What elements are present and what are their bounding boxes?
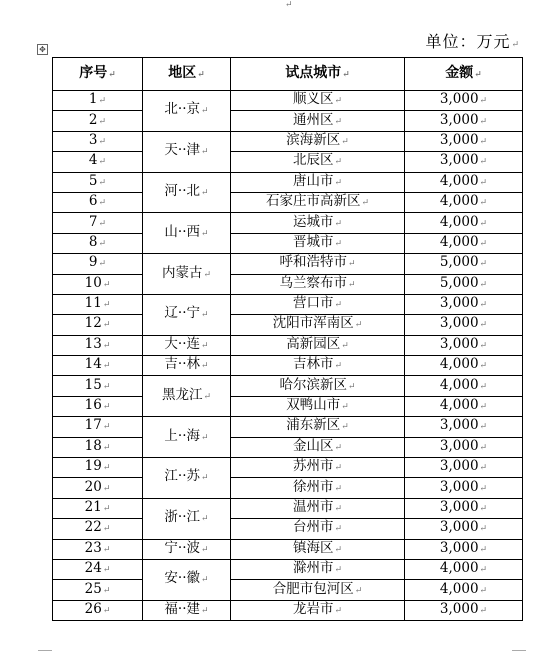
city-cell: 石家庄市高新区↵	[231, 192, 405, 212]
city-cell: 苏州市↵	[231, 458, 405, 478]
table-row	[53, 396, 523, 416]
header-city: 试点城市↵	[231, 58, 405, 91]
city-cell: 温州市↵	[231, 498, 405, 518]
amount-cell: 3,000↵	[405, 600, 523, 620]
row-number: 1↵	[53, 91, 143, 111]
table-row	[53, 213, 523, 233]
row-number: 24↵	[53, 559, 143, 579]
city-cell: 滁州市↵	[231, 559, 405, 579]
amount-cell: 3,000↵	[405, 519, 523, 539]
amount-cell: 4,000↵	[405, 580, 523, 600]
region-cell: 大··连↵	[143, 335, 231, 355]
table-row	[53, 437, 523, 457]
amount-cell: 4,000↵	[405, 356, 523, 376]
amount-cell: 4,000↵	[405, 559, 523, 579]
page-corner-mark	[512, 650, 526, 661]
region-cell: 上··海↵	[143, 417, 231, 458]
city-cell: 镇海区↵	[231, 539, 405, 559]
amount-cell: 4,000↵	[405, 376, 523, 396]
table-row	[53, 519, 523, 539]
city-cell: 沈阳市浑南区↵	[231, 315, 405, 335]
row-number: 26↵	[53, 600, 143, 620]
region-cell: 山··西↵	[143, 213, 231, 254]
pilot-city-table	[52, 57, 523, 621]
amount-cell: 3,000↵	[405, 498, 523, 518]
table-row	[53, 580, 523, 600]
amount-cell: 3,000↵	[405, 458, 523, 478]
row-number: 21↵	[53, 498, 143, 518]
city-cell: 徐州市↵	[231, 478, 405, 498]
amount-cell: 5,000↵	[405, 274, 523, 294]
region-cell: 黑龙江↵	[143, 376, 231, 417]
paragraph-mark: ↵	[285, 0, 293, 10]
city-cell: 北辰区↵	[231, 152, 405, 172]
city-cell: 台州市↵	[231, 519, 405, 539]
header-region: 地区↵	[143, 58, 231, 91]
row-number: 19↵	[53, 458, 143, 478]
row-number: 23↵	[53, 539, 143, 559]
table-row	[53, 91, 523, 111]
amount-cell: 3,000↵	[405, 294, 523, 314]
region-cell: 吉··林↵	[143, 356, 231, 376]
city-cell: 呼和浩特市↵	[231, 254, 405, 274]
row-number: 15↵	[53, 376, 143, 396]
amount-cell: 5,000↵	[405, 254, 523, 274]
amount-cell: 4,000↵	[405, 213, 523, 233]
row-number: 8↵	[53, 233, 143, 253]
city-cell: 运城市↵	[231, 213, 405, 233]
table-header-row	[53, 58, 523, 91]
table-row	[53, 498, 523, 518]
region-cell: 辽··宁↵	[143, 294, 231, 335]
amount-cell: 3,000↵	[405, 335, 523, 355]
city-cell: 唐山市↵	[231, 172, 405, 192]
amount-cell: 3,000↵	[405, 539, 523, 559]
table-row	[53, 376, 523, 396]
row-number: 7↵	[53, 213, 143, 233]
row-number: 22↵	[53, 519, 143, 539]
region-cell: 浙··江↵	[143, 498, 231, 539]
city-cell: 顺义区↵	[231, 91, 405, 111]
region-cell: 江··苏↵	[143, 458, 231, 499]
row-number: 5↵	[53, 172, 143, 192]
row-number: 25↵	[53, 580, 143, 600]
table-row	[53, 274, 523, 294]
city-cell: 通州区↵	[231, 111, 405, 131]
row-number: 11↵	[53, 294, 143, 314]
region-cell: 安··徽↵	[143, 559, 231, 600]
table-row	[53, 315, 523, 335]
amount-cell: 3,000↵	[405, 478, 523, 498]
table-row	[53, 172, 523, 192]
region-cell: 内蒙古↵	[143, 254, 231, 295]
city-cell: 龙岩市↵	[231, 600, 405, 620]
table-row	[53, 539, 523, 559]
table-row	[53, 233, 523, 253]
city-cell: 晋城市↵	[231, 233, 405, 253]
table-row	[53, 458, 523, 478]
table-row	[53, 559, 523, 579]
table-row	[53, 294, 523, 314]
city-cell: 合肥市包河区↵	[231, 580, 405, 600]
city-cell: 营口市↵	[231, 294, 405, 314]
amount-cell: 3,000↵	[405, 437, 523, 457]
table-row	[53, 192, 523, 212]
region-cell: 福··建↵	[143, 600, 231, 620]
amount-cell: 3,000↵	[405, 111, 523, 131]
city-cell: 金山区↵	[231, 437, 405, 457]
amount-cell: 4,000↵	[405, 396, 523, 416]
row-number: 20↵	[53, 478, 143, 498]
city-cell: 吉林市↵	[231, 356, 405, 376]
table-row	[53, 152, 523, 172]
row-number: 17↵	[53, 417, 143, 437]
row-number: 18↵	[53, 437, 143, 457]
city-cell: 哈尔滨新区↵	[231, 376, 405, 396]
amount-cell: 3,000↵	[405, 91, 523, 111]
row-number: 9↵	[53, 254, 143, 274]
city-cell: 浦东新区↵	[231, 417, 405, 437]
row-number: 13↵	[53, 335, 143, 355]
row-number: 4↵	[53, 152, 143, 172]
row-number: 6↵	[53, 192, 143, 212]
table-row	[53, 131, 523, 151]
city-cell: 滨海新区↵	[231, 131, 405, 151]
amount-cell: 3,000↵	[405, 152, 523, 172]
row-number: 16↵	[53, 396, 143, 416]
row-number: 3↵	[53, 131, 143, 151]
amount-cell: 3,000↵	[405, 315, 523, 335]
table-row	[53, 600, 523, 620]
amount-cell: 3,000↵	[405, 131, 523, 151]
region-cell: 天··津↵	[143, 131, 231, 172]
table-row	[53, 417, 523, 437]
city-cell: 高新园区↵	[231, 335, 405, 355]
header-no: 序号↵	[53, 58, 143, 91]
row-number: 10↵	[53, 274, 143, 294]
row-number: 12↵	[53, 315, 143, 335]
city-cell: 乌兰察布市↵	[231, 274, 405, 294]
table-row	[53, 478, 523, 498]
region-cell: 河··北↵	[143, 172, 231, 213]
table-row	[53, 356, 523, 376]
amount-cell: 4,000↵	[405, 172, 523, 192]
header-amount: 金额↵	[405, 58, 523, 91]
amount-cell: 4,000↵	[405, 192, 523, 212]
amount-cell: 3,000↵	[405, 417, 523, 437]
table-row	[53, 254, 523, 274]
unit-label: 单位：万元↵	[425, 32, 520, 51]
region-cell: 北··京↵	[143, 91, 231, 132]
amount-cell: 4,000↵	[405, 233, 523, 253]
row-number: 14↵	[53, 356, 143, 376]
region-cell: 宁··波↵	[143, 539, 231, 559]
row-number: 2↵	[53, 111, 143, 131]
table-move-handle-icon[interactable]: ✥	[37, 44, 48, 55]
page-corner-mark	[38, 650, 52, 661]
table-row	[53, 111, 523, 131]
table-row	[53, 335, 523, 355]
city-cell: 双鸭山市↵	[231, 396, 405, 416]
